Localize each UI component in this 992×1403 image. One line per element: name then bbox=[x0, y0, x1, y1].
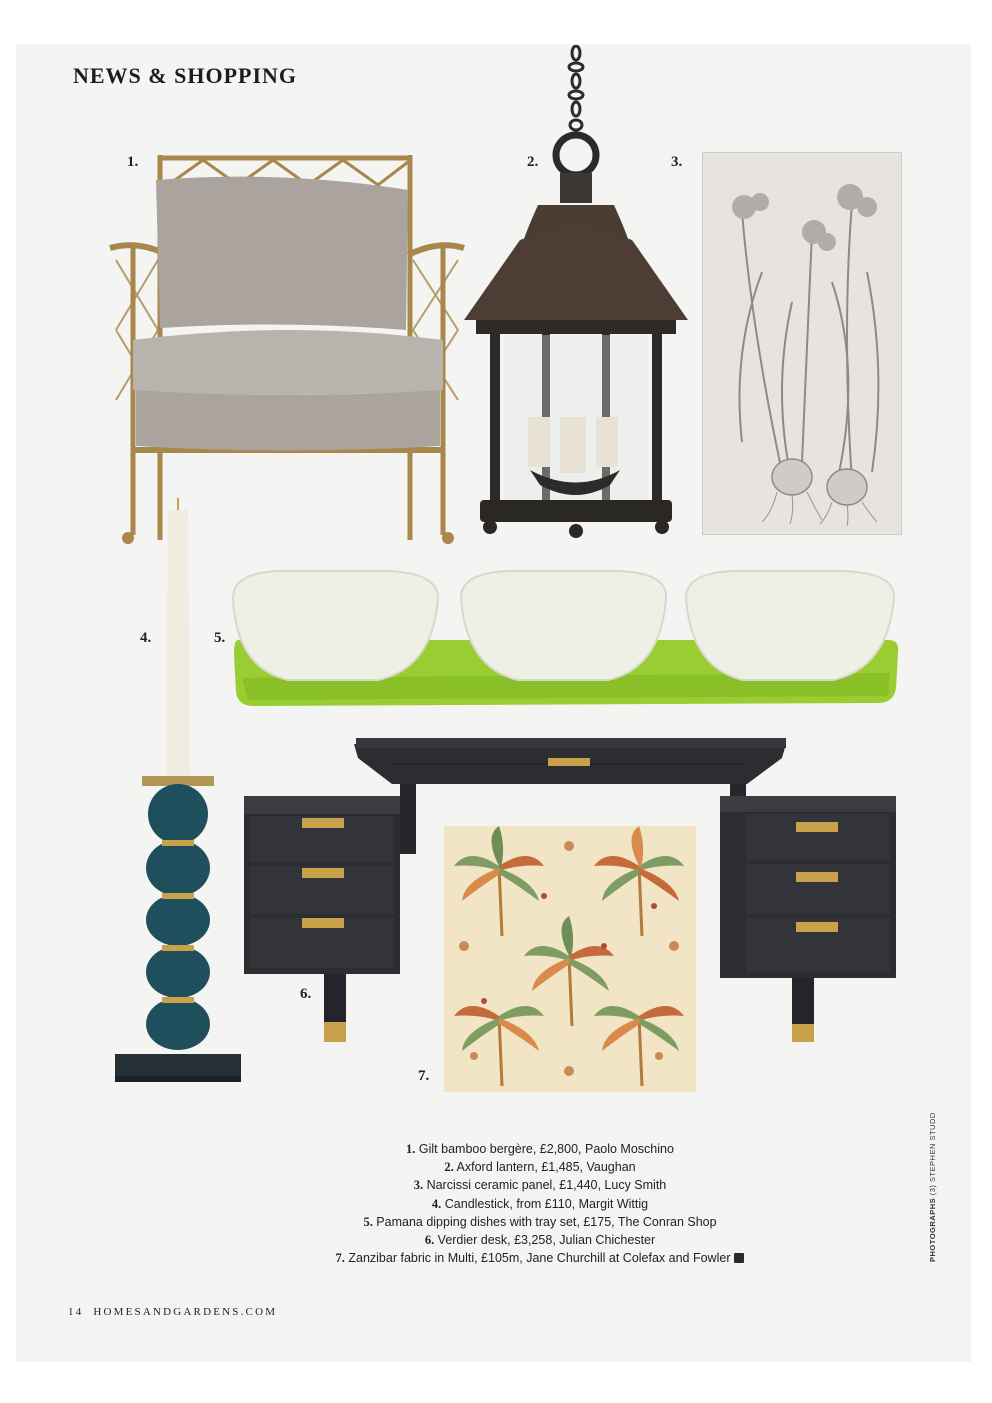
item-number-3: 3. bbox=[671, 154, 683, 170]
caption-3: 3. Narcissi ceramic panel, £1,440, Lucy Smith bbox=[413, 1178, 667, 1193]
caption-1: 1. Gilt bamboo bergère, £2,800, Paolo Moschino bbox=[406, 1142, 674, 1156]
chair-image bbox=[108, 150, 466, 545]
caption-7: 7. Zanzibar fabric in Multi, £105m, Jane Churchill at Colefax and Fowler bbox=[260, 1249, 820, 1267]
end-mark-icon bbox=[734, 1253, 744, 1263]
item-number-1: 1. bbox=[127, 154, 139, 170]
page-footer bbox=[68, 1306, 277, 1318]
caption-4: 4. Candlestick, from £110, Margit Wittig bbox=[431, 1196, 649, 1211]
item-number-5: 5. bbox=[214, 630, 226, 646]
dipping-dishes-image bbox=[228, 568, 900, 710]
caption-6: 6. Verdier desk, £3,258, Julian Chichester bbox=[424, 1233, 656, 1248]
item-number-7: 7. bbox=[418, 1068, 430, 1084]
site-url: HOMESANDGARDENS.COM bbox=[93, 1306, 278, 1318]
item-number-4: 4. bbox=[140, 630, 152, 646]
caption-5: 5. Pamana dipping dishes with tray set, £175, The Conran Shop bbox=[363, 1214, 717, 1229]
fabric-swatch-image bbox=[444, 826, 696, 1092]
candlestick-image bbox=[112, 496, 244, 1086]
caption-list bbox=[260, 1140, 820, 1267]
page-number: 14 bbox=[68, 1306, 84, 1318]
section-title: NEWS & SHOPPING bbox=[73, 63, 298, 88]
ceramic-panel-image bbox=[702, 152, 902, 535]
lantern-image bbox=[460, 45, 692, 545]
item-number-2: 2. bbox=[527, 154, 539, 170]
item-number-6: 6. bbox=[300, 986, 312, 1002]
caption-2: 2. Axford lantern, £1,485, Vaughan bbox=[444, 1160, 636, 1175]
photo-credit: PHOTOGRAPHS (3) STEPHEN STUDD bbox=[928, 1112, 937, 1262]
